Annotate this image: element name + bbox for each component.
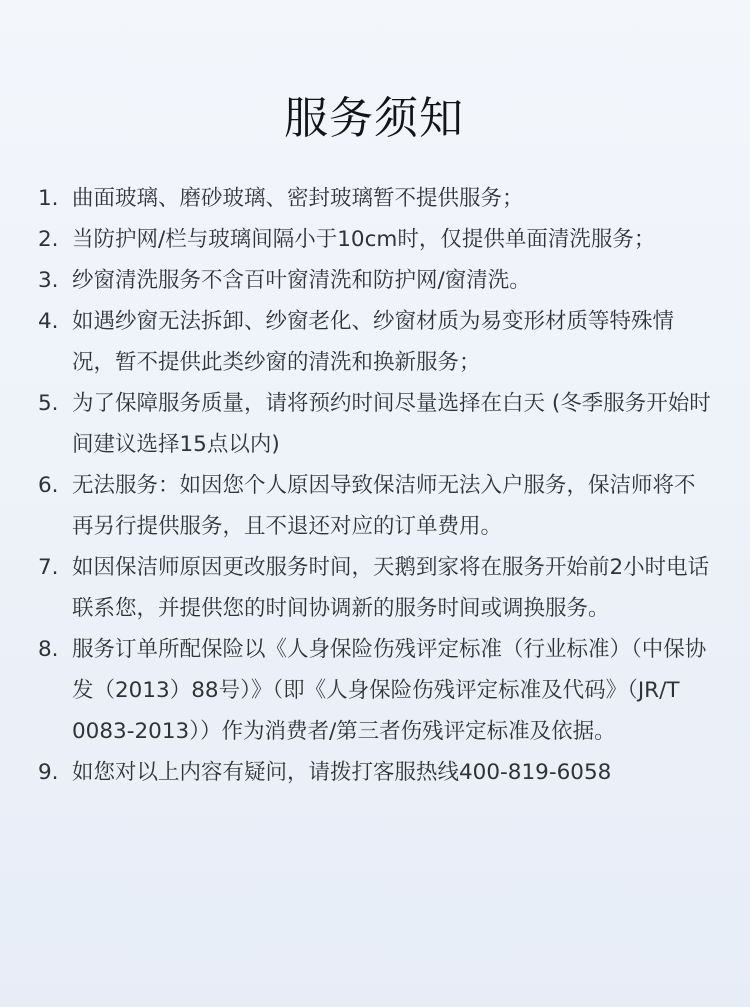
notice-text: 当防护网/栏与玻璃间隔小于10cm时，仅提供单面清洗服务； [72, 227, 656, 252]
notice-item-3 [38, 260, 712, 301]
notice-item-8 [38, 629, 712, 752]
notice-text: 如您对以上内容有疑问，请拨打客服热线400-819-6058 [72, 760, 612, 785]
notice-item-7 [38, 547, 712, 629]
notice-text: 如遇纱窗无法拆卸、纱窗老化、纱窗材质为易变形材质等特殊情况，暂不提供此类纱窗的清洗和换新服务； [72, 309, 675, 375]
notice-item-6 [38, 465, 712, 547]
notice-number: 6. [38, 473, 59, 498]
notice-number: 9. [38, 760, 59, 785]
notice-number: 3. [38, 268, 59, 293]
notice-number: 7. [38, 555, 59, 580]
notice-number: 2. [38, 227, 59, 252]
notice-number: 8. [38, 637, 59, 662]
notice-number: 5. [38, 391, 59, 416]
notice-number: 1. [38, 186, 59, 211]
notice-text: 为了保障服务质量，请将预约时间尽量选择在白天 (冬季服务开始时间建议选择15点以内) [72, 391, 711, 457]
notice-text: 如因保洁师原因更改服务时间，天鹅到家将在服务开始前2小时电话联系您，并提供您的时间协调新的服务时间或调换服务。 [72, 555, 710, 621]
notice-list [38, 178, 712, 793]
notice-text: 服务订单所配保险以《人身保险伤残评定标准（行业标准）（中保协发（2013）88号）》（即《人身保险伤残评定标准及代码》（JR/T 0083-2013））作为消费者/第三者伤残评定标准及依据。 [72, 637, 707, 744]
notice-text: 无法服务：如因您个人原因导致保洁师无法入户服务，保洁师将不再另行提供服务，且不退还对应的订单费用。 [72, 473, 696, 539]
notice-item-2 [38, 219, 712, 260]
notice-text: 纱窗清洗服务不含百叶窗清洗和防护网/窗清洗。 [72, 268, 531, 293]
notice-number: 4. [38, 309, 59, 334]
notice-item-9 [38, 752, 712, 793]
notice-item-4 [38, 301, 712, 383]
notice-item-5 [38, 383, 712, 465]
notice-item-1 [38, 178, 712, 219]
notice-text: 曲面玻璃、磨砂玻璃、密封玻璃暂不提供服务； [72, 186, 524, 211]
page-title: 服务须知 [284, 93, 464, 144]
